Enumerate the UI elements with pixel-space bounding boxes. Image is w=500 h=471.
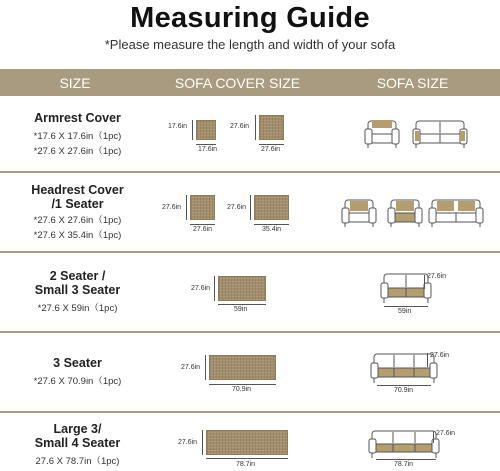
sofa-width-label: 78.7in (394, 461, 414, 468)
dim-width-label: 70.9in (232, 386, 252, 393)
row-name: Small 3 Seater (34, 283, 121, 297)
cover-swatch-large (259, 115, 284, 140)
row-spec: *27.6 X 59in（1pc) (37, 303, 118, 314)
dim-height-label: 27.6in (178, 439, 198, 446)
dim-height-label: 27.6in (191, 285, 211, 292)
header-sofa-size: SOFA SIZE (376, 75, 449, 91)
dim-line (218, 304, 266, 305)
table-row-armrest (0, 96, 500, 171)
dim-width-label: 59in (234, 306, 248, 313)
page-subtitle: *Please measure the length and width of your sofa (104, 37, 396, 52)
row-label (0, 111, 155, 159)
row-spec: *27.6 X 35.4in（1pc) (33, 230, 122, 241)
dim-line (254, 224, 289, 225)
table-row-large-3-seater (0, 413, 500, 471)
row-spec: *27.6 X 27.6in（1pc) (33, 146, 122, 157)
sofa-width-label: 70.9in (394, 387, 414, 394)
dim-line (376, 459, 436, 460)
row-label (0, 422, 155, 469)
header-cover-size: SOFA COVER SIZE (174, 75, 301, 91)
header-size: SIZE (59, 75, 91, 91)
dim-height-label: 27.6in (162, 204, 182, 211)
4-seater-sofa-icon (368, 428, 440, 460)
row-spec: *27.6 X 70.9in（1pc) (33, 376, 122, 387)
dim-line (186, 195, 187, 220)
row-spec: 27.6 X 78.7in（1pc) (35, 456, 120, 467)
table-row-2-seater (0, 253, 500, 331)
dim-line (206, 458, 288, 459)
dim-line (214, 276, 215, 301)
dim-line (427, 353, 428, 367)
dim-line (377, 385, 431, 386)
dim-line (202, 430, 203, 455)
dim-width-label: 17.6in (198, 146, 218, 153)
sofa-depth-label: 27.6in (436, 430, 456, 437)
row-name: 2 Seater / (49, 269, 106, 283)
row-name: Armrest Cover (34, 111, 121, 125)
row-name: /1 Seater (51, 197, 104, 211)
dim-height-label: 27.6in (181, 364, 201, 371)
cover-swatch (209, 355, 276, 380)
row-spec: *17.6 X 17.6in（1pc) (33, 131, 122, 142)
page-title: Measuring Guide (130, 2, 370, 34)
row-name: Small 4 Seater (34, 436, 121, 450)
dim-height-label: 27.6in (227, 204, 247, 211)
cover-swatch-rect (254, 195, 289, 220)
dim-height-label: 27.6in (230, 123, 250, 130)
dim-line (424, 275, 425, 289)
cover-swatch (218, 276, 266, 301)
sofa-width-label: 59in (398, 308, 412, 315)
dim-width-label: 78.7in (236, 461, 256, 468)
cover-swatch-square (190, 195, 215, 220)
row-name: Large 3/ (53, 422, 102, 436)
dim-line (259, 144, 284, 145)
sofa-depth-label: 27.6in (427, 273, 447, 280)
dim-line (384, 306, 428, 307)
dim-line (190, 224, 215, 225)
sofa-depth-label: 27.6in (430, 352, 450, 359)
cover-swatch (206, 430, 288, 455)
loveseat-icon (412, 118, 468, 150)
dim-height-label: 17.6in (168, 123, 188, 130)
armchair-icon (364, 118, 400, 150)
row-name: Headrest Cover (31, 183, 124, 197)
loveseat-icon (428, 197, 484, 229)
row-name: 3 Seater (53, 356, 102, 370)
dim-width-label: 35.4in (262, 226, 282, 233)
dim-line (209, 384, 276, 385)
armchair-seat-icon (387, 197, 423, 229)
row-spec: *27.6 X 27.6in（1pc) (33, 215, 122, 226)
dim-width-label: 27.6in (261, 146, 281, 153)
row-label (0, 269, 155, 316)
dim-line (192, 120, 193, 140)
row-label (0, 356, 155, 389)
dim-line (433, 431, 434, 443)
dim-width-label: 27.6in (193, 226, 213, 233)
dim-line (255, 115, 256, 140)
table-row-3-seater (0, 333, 500, 411)
dim-line (205, 355, 206, 380)
cover-swatch-small (196, 120, 216, 140)
armchair-icon (341, 197, 377, 229)
table-header (0, 69, 500, 96)
table-row-headrest (0, 173, 500, 251)
row-label (0, 183, 155, 243)
dim-line (250, 195, 251, 220)
dim-line (196, 144, 216, 145)
